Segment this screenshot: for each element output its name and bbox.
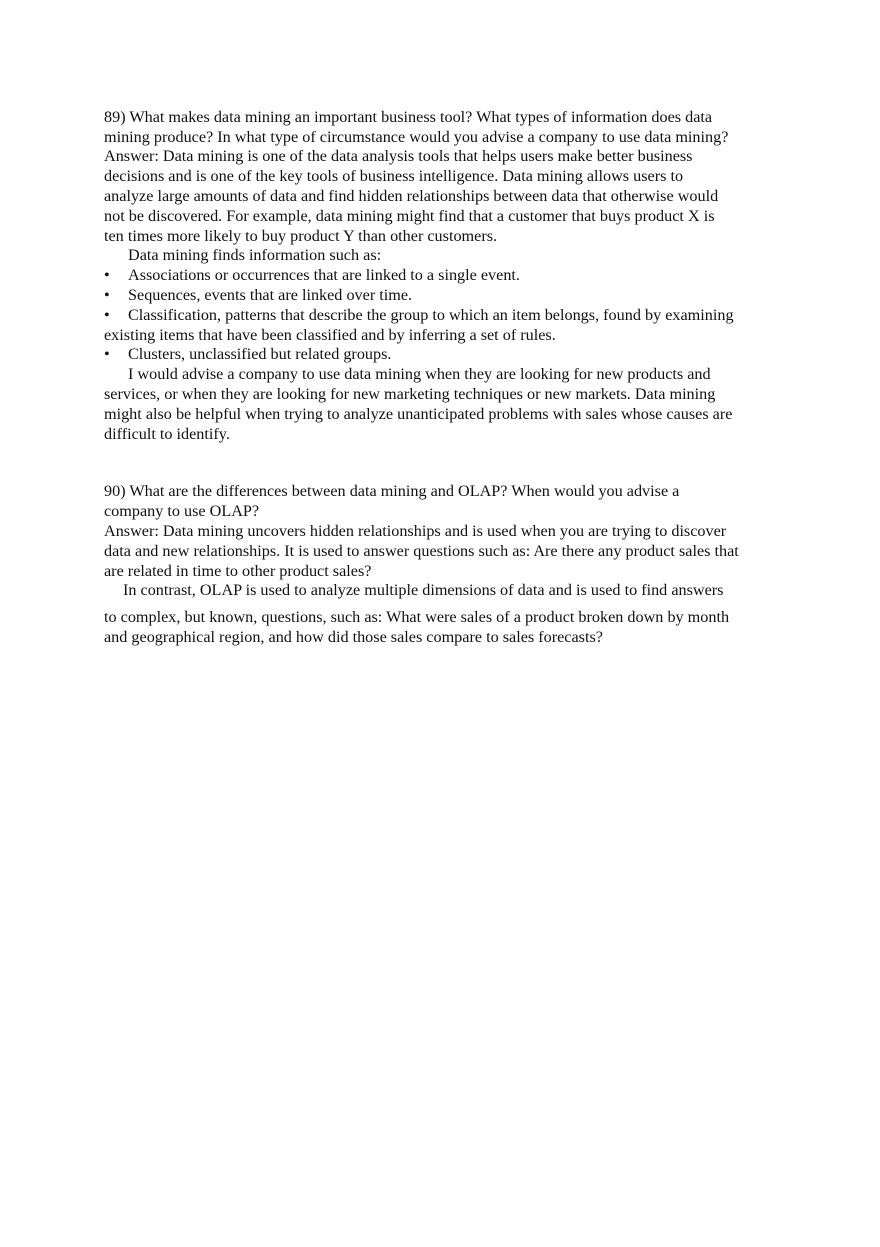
bullet-marker: • (104, 345, 110, 363)
q89-question-line-1: 89) What makes data mining an important business tool? What types of information does data (104, 108, 713, 126)
q89-bullet-4: Clusters, unclassified but related groups. (128, 345, 392, 363)
q89-advice-line-4: difficult to identify. (104, 425, 230, 443)
q90-question-line-1: 90) What are the differences between data mining and OLAP? When would you advise a (104, 482, 680, 500)
q90-answer-line-1: Answer: Data mining uncovers hidden relationships and is used when you are trying to discover (104, 522, 727, 540)
q89-answer-line-1: Answer: Data mining is one of the data analysis tools that helps users make better business (104, 147, 693, 165)
q89-advice-line-3: might also be helpful when trying to analyze unanticipated problems with sales whose causes are (104, 405, 733, 423)
q90-contrast-line-1: In contrast, OLAP is used to analyze multiple dimensions of data and is used to find answers (123, 581, 724, 599)
q89-answer-line-4: not be discovered. For example, data mining might find that a customer that buys product X is (104, 207, 715, 225)
q89-intro: Data mining finds information such as: (128, 246, 382, 264)
q89-advice-line-2: services, or when they are looking for new marketing techniques or new markets. Data mining (104, 385, 716, 403)
q90-question-line-2: company to use OLAP? (104, 502, 260, 520)
q90-contrast-line-2: to complex, but known, questions, such as: What were sales of a product broken down by month (104, 608, 730, 626)
q89-question-line-2: mining produce? In what type of circumstance would you advise a company to use data mining? (104, 128, 729, 146)
q89-bullet-3-continuation: existing items that have been classified and by inferring a set of rules. (104, 326, 556, 344)
q89-answer-line-5: ten times more likely to buy product Y than other customers. (104, 227, 498, 245)
q90-contrast-line-3: and geographical region, and how did those sales compare to sales forecasts? (104, 628, 603, 646)
bullet-marker: • (104, 306, 110, 324)
q89-answer-line-2: decisions and is one of the key tools of business intelligence. Data mining allows users to (104, 167, 684, 185)
q89-answer-line-3: analyze large amounts of data and find hidden relationships between data that otherwise would (104, 187, 719, 205)
q89-bullet-1: Associations or occurrences that are linked to a single event. (128, 266, 520, 284)
q90-answer-line-2: data and new relationships. It is used to answer questions such as: Are there any product sales that (104, 542, 739, 560)
bullet-marker: • (104, 266, 110, 284)
bullet-marker: • (104, 286, 110, 304)
q90-answer-line-3: are related in time to other product sales? (104, 562, 372, 580)
q89-bullet-3: Classification, patterns that describe the group to which an item belongs, found by examining (128, 306, 734, 324)
q89-bullet-2: Sequences, events that are linked over time. (128, 286, 413, 304)
q89-advice-line-1: I would advise a company to use data mining when they are looking for new products and (128, 365, 711, 383)
